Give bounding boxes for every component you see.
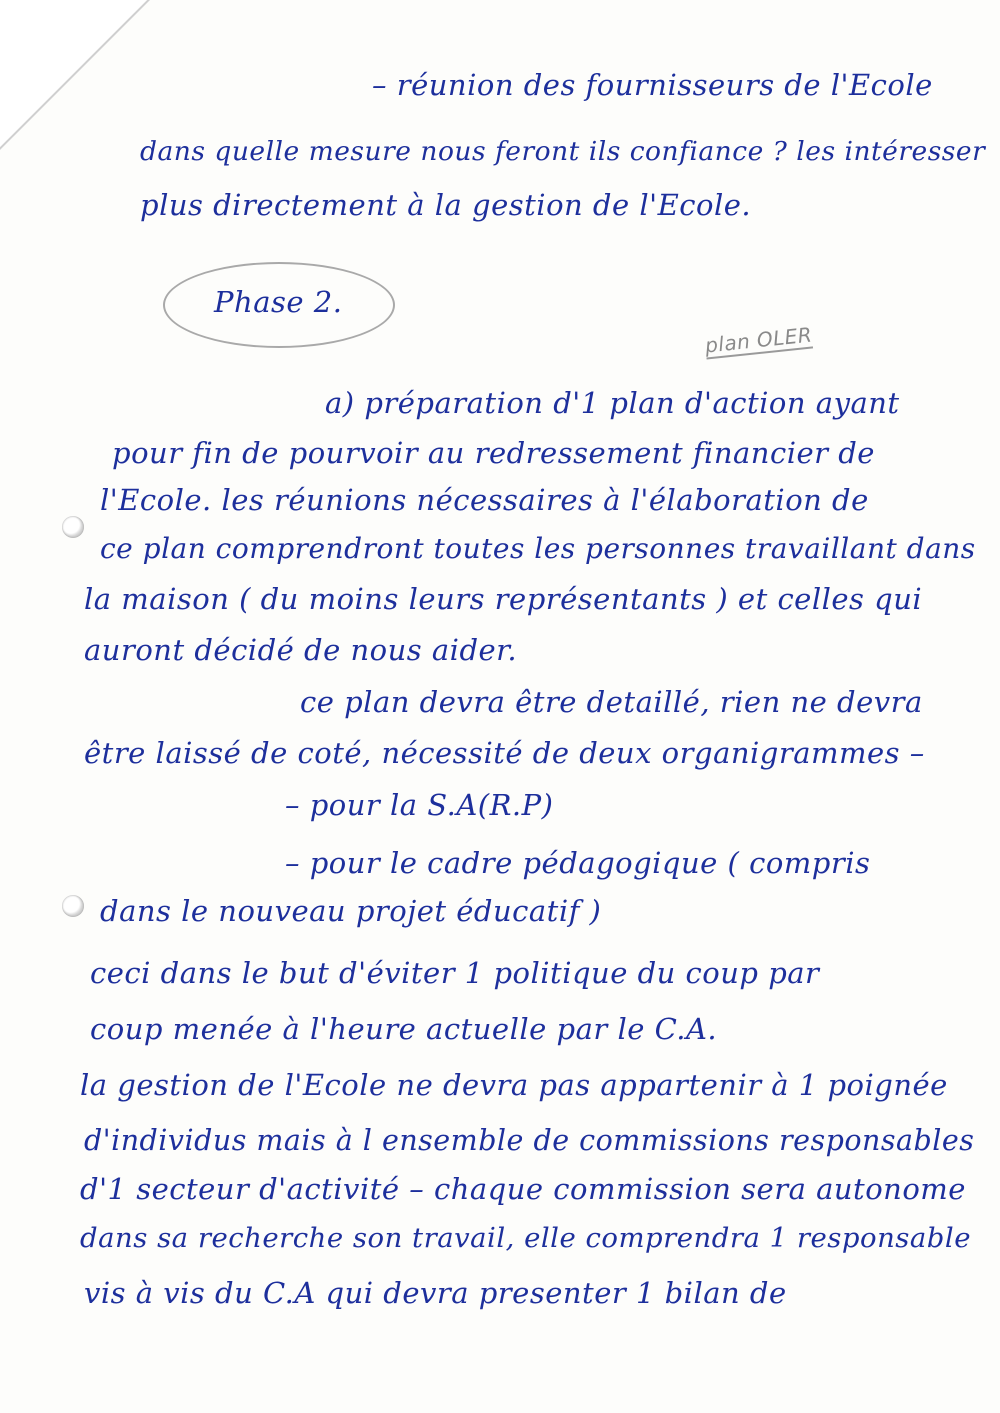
- handwritten-line-10: auront décidé de nous aider.: [84, 633, 518, 667]
- handwritten-line-12: être laissé de coté, nécessité de deux organigrammes –: [84, 736, 925, 770]
- handwritten-line-17: coup menée à l'heure actuelle par le C.A.: [90, 1012, 718, 1046]
- handwritten-line-19: d'individus mais à l ensemble de commissions responsables: [84, 1124, 975, 1157]
- handwritten-line-18: la gestion de l'Ecole ne devra pas appartenir à 1 poignée: [80, 1068, 948, 1102]
- handwritten-line-21: dans sa recherche son travail, elle comprendra 1 responsable: [80, 1222, 971, 1254]
- handwritten-line-22: vis à vis du C.A qui devra presenter 1 bilan de: [84, 1276, 787, 1310]
- handwritten-line-7: l'Ecole. les réunions nécessaires à l'élaboration de: [100, 483, 869, 517]
- punch-hole-top: [62, 516, 84, 538]
- phase-heading: Phase 2.: [214, 285, 343, 319]
- handwritten-line-3: plus directement à la gestion de l'Ecole.: [140, 188, 752, 222]
- handwritten-line-8: ce plan comprendront toutes les personnes travaillant dans: [100, 532, 976, 565]
- punch-hole-bottom: [62, 895, 84, 917]
- handwritten-line-2: dans quelle mesure nous feront ils confiance ? les intéresser: [140, 136, 986, 167]
- handwritten-line-5: a) préparation d'1 plan d'action ayant: [325, 386, 900, 420]
- handwritten-line-9: la maison ( du moins leurs représentants ) et celles qui: [84, 582, 923, 616]
- handwritten-line-15: dans le nouveau projet éducatif ): [100, 894, 602, 928]
- handwritten-line-16: ceci dans le but d'éviter 1 politique du coup par: [90, 956, 820, 990]
- handwritten-line-1: – réunion des fournisseurs de l'Ecole: [372, 68, 933, 102]
- pencil-annotation: plan OLER: [703, 322, 814, 358]
- handwritten-line-13: – pour la S.A(R.P): [285, 788, 554, 822]
- handwritten-line-6: pour fin de pourvoir au redressement financier de: [112, 436, 875, 470]
- folded-corner: [0, 0, 150, 150]
- handwritten-line-20: d'1 secteur d'activité – chaque commission sera autonome: [80, 1172, 966, 1206]
- handwritten-line-14: – pour le cadre pédagogique ( compris: [285, 846, 871, 880]
- handwritten-line-11: ce plan devra être detaillé, rien ne devra: [300, 685, 923, 719]
